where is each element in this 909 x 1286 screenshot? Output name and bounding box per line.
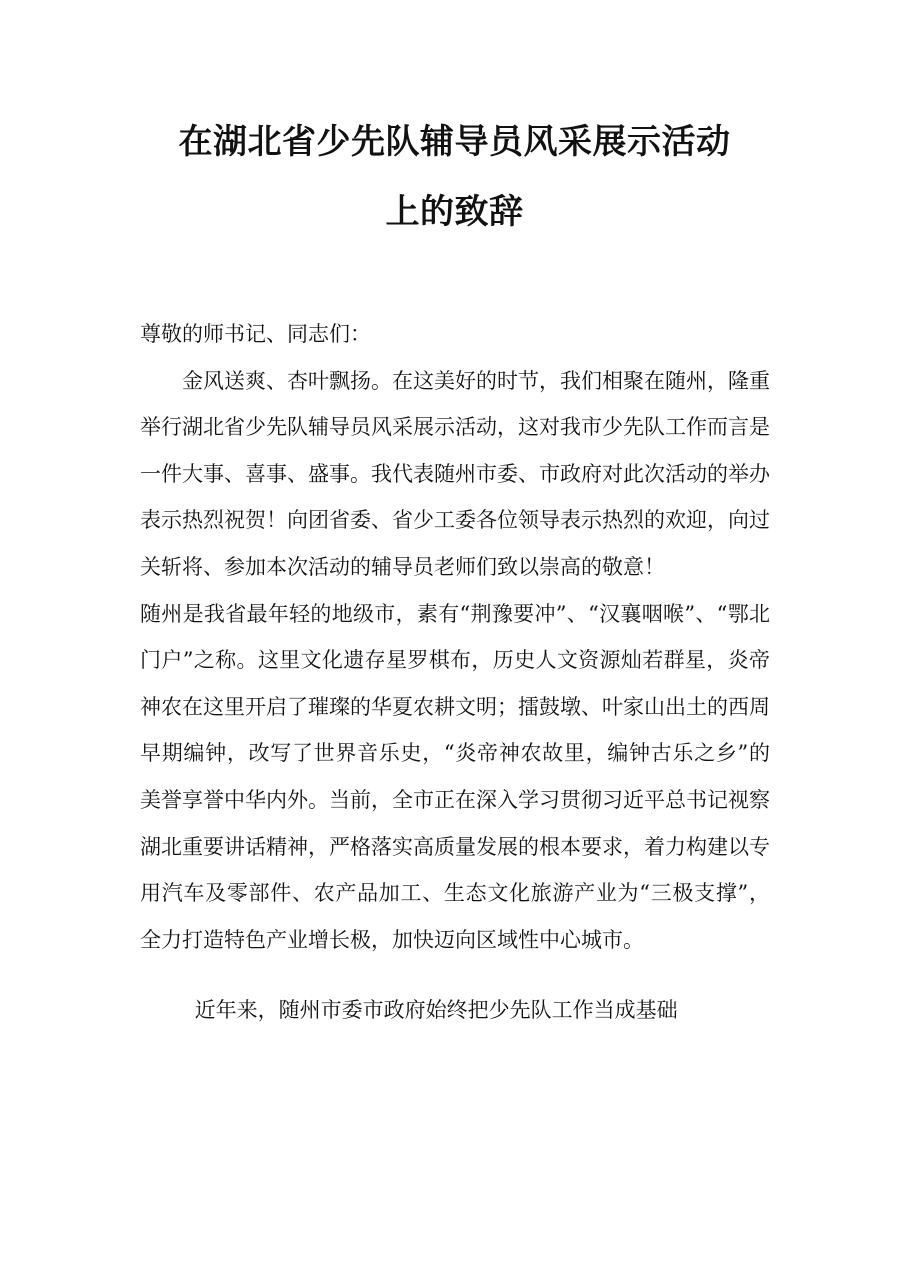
paragraph-city-intro: 随州是我省最年轻的地级市，素有“荆豫要冲”、“汉襄咽喉”、“鄂北门户”之称。这里文化遗存星罗棋布，历史人文资源灿若群星，炎帝神农在这里开启了璀璨的华夏农耕文明；擂鼓墩、叶家山出土的西周早期编钟，改写了世界音乐史，“炎帝神农故里，编钟古乐之乡”的美誉享誉中华内外。当前，全市正在深入学习贯彻习近平总书记视察湖北重要讲话精神，严格落实高质量发展的根本要求，着力构建以专用汽车及零部件、农产品加工、生态文化旅游产业为“三极支撑”，全力打造特色产业增长极，加快迈向区域性中心城市。 <box>140 601 770 952</box>
document-title-line-1: 在湖北省少先队辅导员风采展示活动 <box>178 122 731 162</box>
paragraph-recent-years: 近年来，随州市委市政府始终把少先队工作当成基础 <box>194 998 678 1023</box>
salutation: 尊敬的师书记、同志们： <box>140 322 371 346</box>
paragraph-welcome: 金风送爽、杏叶飘扬。在这美好的时节，我们相聚在随州，隆重举行湖北省少先队辅导员风采展示活动，这对我市少先队工作而言是一件大事、喜事、盛事。我代表随州市委、市政府对此次活动的举办表示热烈祝贺！向团省委、省少工委各位领导表示热烈的欢迎，向过关斩将、参加本次活动的辅导员老师们致以崇高的敬意！ <box>140 368 770 579</box>
document-body <box>140 311 770 1034</box>
document-title-line-2: 上的致辞 <box>385 192 524 232</box>
